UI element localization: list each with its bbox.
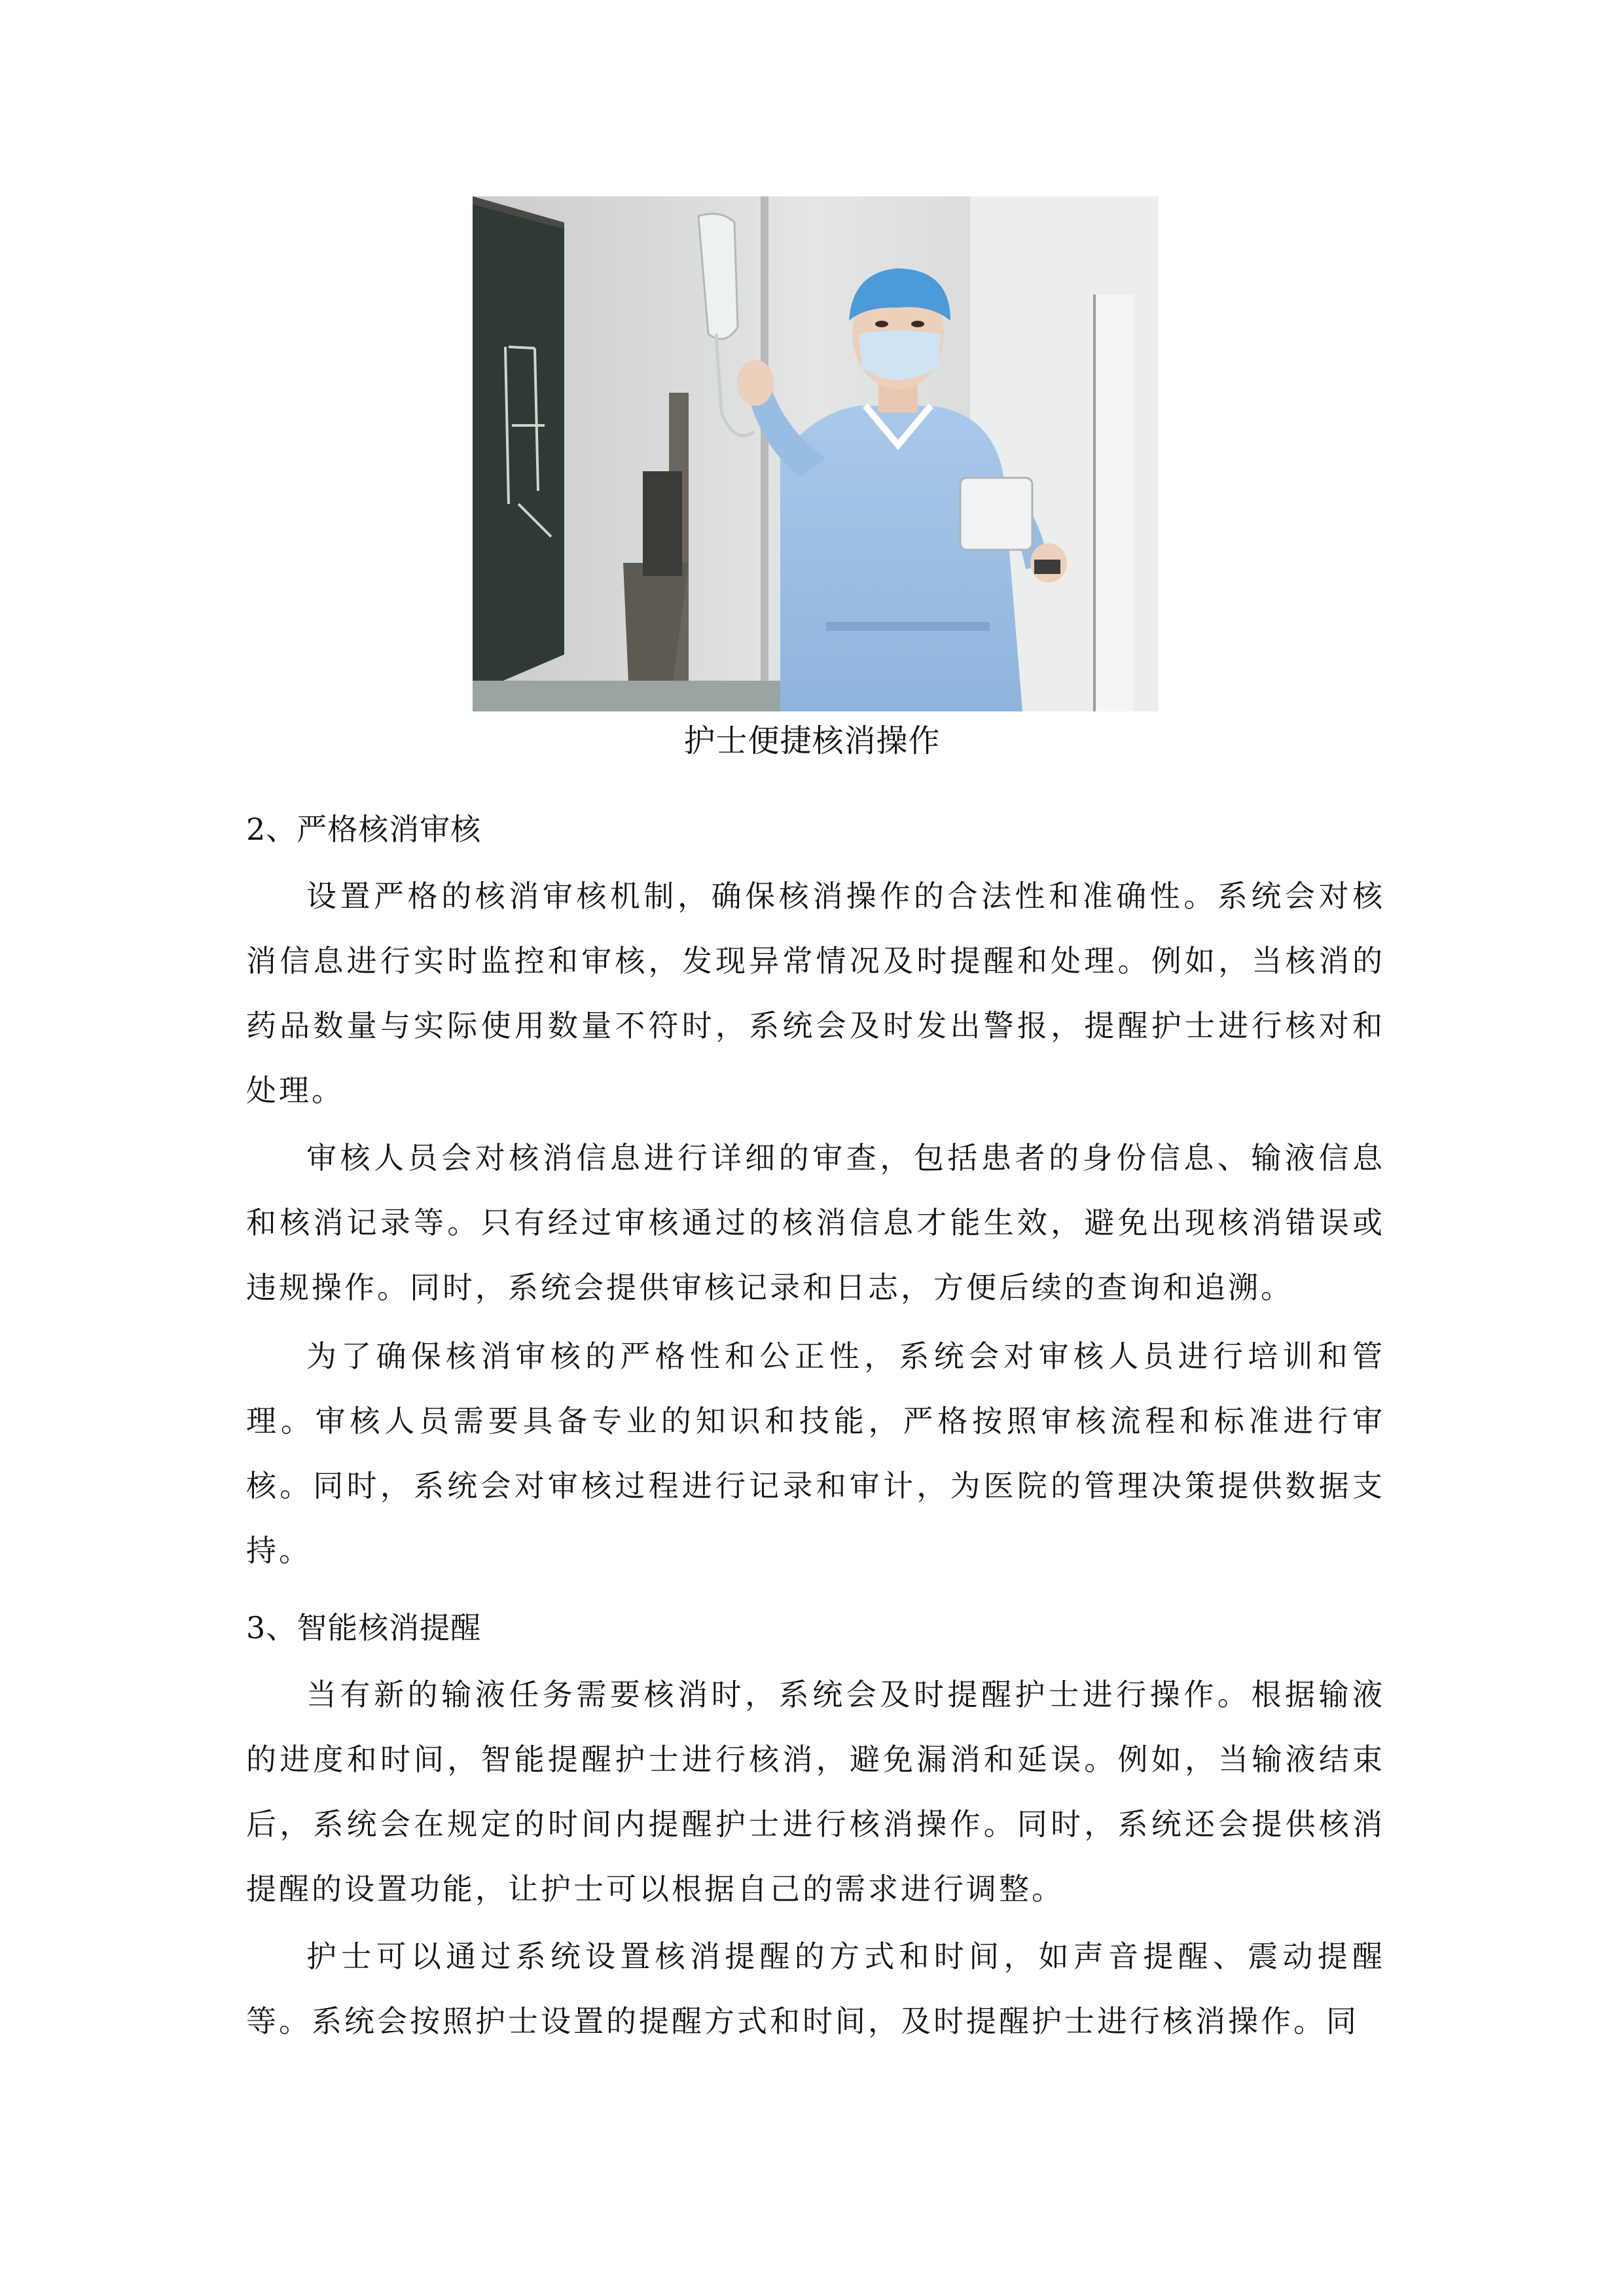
section-3-heading: 3、智能核消提醒 (246, 1610, 482, 1645)
figure-caption: 护士便捷核消操作 (683, 723, 941, 759)
section-2-paragraph-3: 为了确保核消审核的严格性和公正性，系统会对审核人员进行培训和管理。审核人员需要具备专业的知识和技能，严格按照审核流程和标准进行审核。同时，系统会对审核过程进行记录和审计，为医院的管理决策提供数据支持。 (246, 1338, 1385, 1568)
photo-nurse-iv-drip-icon (473, 196, 1159, 711)
section-2-heading: 2、严格核消审核 (246, 812, 482, 847)
nurse-photo (473, 196, 1159, 711)
section-3-paragraph-2: 护士可以通过系统设置核消提醒的方式和时间，如声音提醒、震动提醒等。系统会按照护士设置的提醒方式和时间，及时提醒护士进行核消操作。同 (246, 1939, 1385, 2039)
section-3-paragraph-1: 当有新的输液任务需要核消时，系统会及时提醒护士进行操作。根据输液的进度和时间，智能提醒护士进行核消，避免漏消和延误。例如，当输液结束后，系统会在规定的时间内提醒护士进行核消操作。同时，系统还会提供核消提醒的设置功能，让护士可以根据自己的需求进行调整。 (246, 1677, 1385, 1907)
section-2-paragraph-2: 审核人员会对核消信息进行详细的审查，包括患者的身份信息、输液信息和核消记录等。只有经过审核通过的核消信息才能生效，避免出现核消错误或违规操作。同时，系统会提供审核记录和日志，方便后续的查询和追溯。 (246, 1140, 1385, 1305)
section-2-paragraph-1: 设置严格的核消审核机制，确保核消操作的合法性和准确性。系统会对核消信息进行实时监控和审核，发现异常情况及时提醒和处理。例如，当核消的药品数量与实际使用数量不符时，系统会及时发出警报，提醒护士进行核对和处理。 (246, 878, 1385, 1108)
